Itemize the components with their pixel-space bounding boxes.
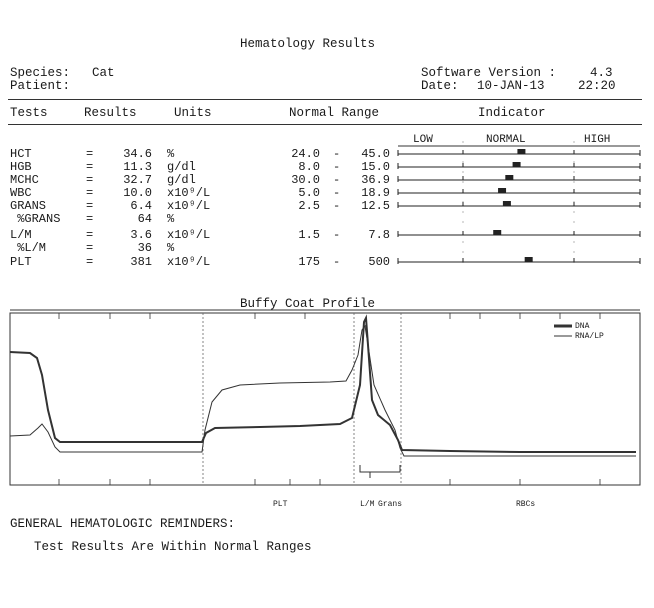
test-name: HGB (10, 160, 32, 174)
range-dash: - (333, 160, 341, 174)
range-low: 175 (298, 255, 320, 269)
unit-value: g/dl (167, 173, 196, 187)
unit-value: x10⁹/L (167, 228, 211, 242)
range-dash: - (333, 228, 341, 242)
unit-value: x10⁹/L (167, 199, 211, 213)
indicator-marker (498, 188, 506, 193)
indicator-marker (513, 162, 521, 167)
col-results: Results (84, 106, 137, 120)
col-indicator: Indicator (478, 106, 546, 120)
patient-label: Patient: (10, 79, 71, 93)
unit-value: g/dl (167, 160, 196, 174)
buffy-coat-title: Buffy Coat Profile (240, 297, 376, 311)
rna-lp-trace (10, 326, 636, 456)
reminders-text: Test Results Are Within Normal Ranges (34, 540, 312, 554)
range-dash: - (333, 173, 341, 187)
range-high: 15.0 (361, 160, 390, 174)
report-title: Hematology Results (240, 37, 376, 51)
range-low: 24.0 (291, 147, 320, 161)
result-value: 64 (137, 212, 152, 226)
range-high: 12.5 (361, 199, 390, 213)
range-dash: - (333, 186, 341, 200)
equals-sign: = (86, 199, 94, 213)
result-value: 381 (130, 255, 152, 269)
range-dash: - (333, 147, 341, 161)
col-units: Units (174, 106, 212, 120)
range-low: 5.0 (298, 186, 320, 200)
unit-value: x10⁹/L (167, 255, 211, 269)
time-value: 22:20 (578, 79, 616, 93)
test-name: WBC (10, 186, 32, 200)
unit-value: % (167, 241, 175, 255)
indicator-low-label: LOW (413, 134, 433, 146)
indicator-high-label: HIGH (584, 134, 611, 146)
test-name: %L/M (10, 241, 47, 255)
result-value: 11.3 (123, 160, 152, 174)
grans-region-label: Grans (378, 500, 403, 509)
test-name: HCT (10, 147, 32, 161)
test-name: PLT (10, 255, 32, 269)
result-value: 34.6 (123, 147, 152, 161)
range-dash: - (333, 255, 341, 269)
range-high: 45.0 (361, 147, 390, 161)
range-dash: - (333, 199, 341, 213)
equals-sign: = (86, 160, 94, 174)
buffy-coat-frame (10, 313, 640, 485)
legend-rna-label: RNA/LP (575, 332, 604, 341)
unit-value: % (167, 147, 175, 161)
unit-value: % (167, 212, 175, 226)
range-high: 36.9 (361, 173, 390, 187)
range-low: 30.0 (291, 173, 320, 187)
test-name: GRANS (10, 199, 47, 213)
range-low: 1.5 (298, 228, 320, 242)
indicator-marker (493, 230, 501, 235)
equals-sign: = (86, 212, 94, 226)
legend-dna-label: DNA (575, 322, 590, 331)
equals-sign: = (86, 186, 94, 200)
software-version-value: 4.3 (590, 66, 613, 80)
dna-trace (10, 318, 636, 452)
result-value: 3.6 (130, 228, 152, 242)
equals-sign: = (86, 228, 94, 242)
lm-region-label: L/M (360, 500, 375, 509)
indicator-marker (503, 201, 511, 206)
range-high: 18.9 (361, 186, 390, 200)
lm-grans-bracket (360, 465, 400, 472)
equals-sign: = (86, 173, 94, 187)
date-label: Date: (421, 79, 459, 93)
col-tests: Tests (10, 106, 48, 120)
indicator-marker (525, 257, 533, 262)
date-value: 10-JAN-13 (477, 79, 545, 93)
test-name: MCHC (10, 173, 39, 187)
indicator-normal-label: NORMAL (486, 134, 526, 146)
equals-sign: = (86, 255, 94, 269)
result-value: 36 (137, 241, 152, 255)
equals-sign: = (86, 241, 94, 255)
result-value: 32.7 (123, 173, 152, 187)
indicator-marker (517, 149, 525, 154)
plt-region-label: PLT (273, 500, 288, 509)
result-value: 10.0 (123, 186, 152, 200)
species-label: Species: (10, 66, 71, 80)
range-high: 500 (368, 255, 390, 269)
range-low: 8.0 (298, 160, 320, 174)
test-name: %GRANS (10, 212, 61, 226)
rbcs-region-label: RBCs (516, 500, 536, 509)
test-name: L/M (10, 228, 32, 242)
unit-value: x10⁹/L (167, 186, 211, 200)
species-value: Cat (92, 66, 115, 80)
indicator-marker (505, 175, 513, 180)
range-low: 2.5 (298, 199, 320, 213)
software-version-label: Software Version : (421, 66, 557, 80)
range-high: 7.8 (368, 228, 390, 242)
reminders-heading: GENERAL HEMATOLOGIC REMINDERS: (10, 517, 236, 531)
col-normal-range: Normal Range (289, 106, 380, 120)
result-value: 6.4 (130, 199, 152, 213)
equals-sign: = (86, 147, 94, 161)
